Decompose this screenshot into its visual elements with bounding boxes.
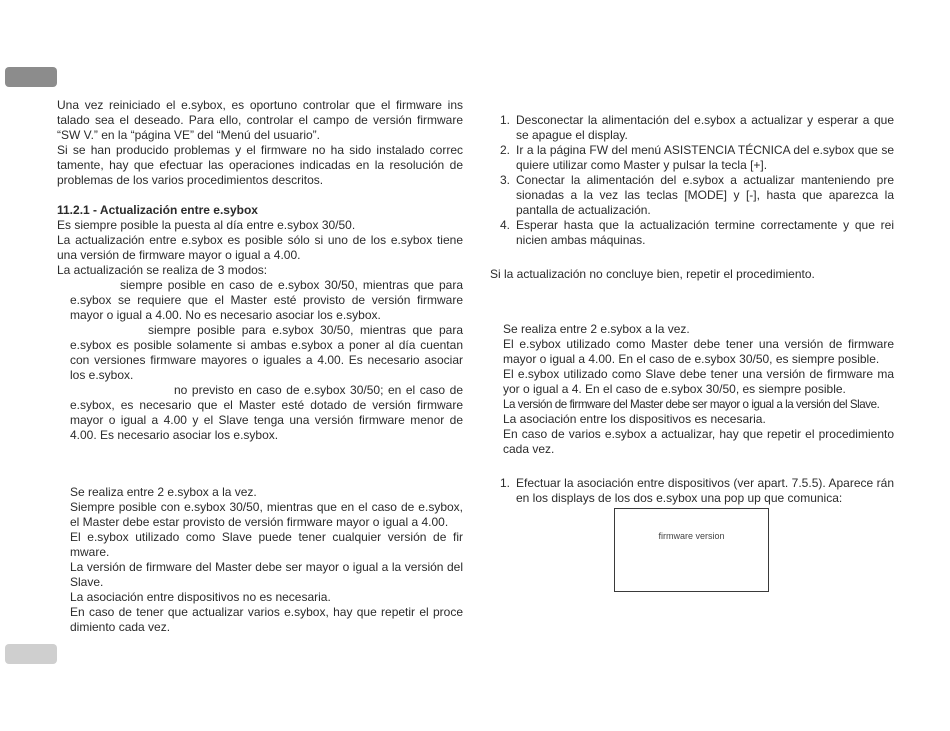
paragraph: Es siempre posible la puesta al día entre e.sybox 30/50.	[57, 218, 356, 232]
paragraph: El e.sybox utilizado como Master debe tener una versión de firmware mayor o igual a 4.00. En el caso de e.sybox 30/50, es siempre posible.	[503, 337, 894, 366]
firmware-popup-display	[614, 508, 769, 592]
mode-item-3	[57, 383, 463, 443]
mode-item-text: siempre posible en caso de e.sybox 30/50, mientras que para e.sybox se requiere que el Master esté provisto de versión firmware mayor o igual a 4.00. No es necesario asociar los e.sybox.	[70, 278, 463, 322]
list-item: 3. Conectar la alimentación del e.sybox a actualizar manteniendo pre sionadas a la vez las teclas [MODE] y [-], hasta que aparezca la pantalla de actualización.	[500, 173, 894, 217]
paragraph: El e.sybox utilizado como Slave debe tener una versión de firmware ma yor o igual a 4. En el caso de e.sybox 30/50, es siempre posible.	[503, 367, 894, 396]
paragraph: El e.sybox utilizado como Slave puede tener cualquier versión de fir mware.	[70, 530, 463, 559]
page-tab-marker	[5, 644, 57, 664]
list-item: 4. Esperar hasta que la actualización termine correctamente y que rei nicien ambas máquinas.	[500, 218, 894, 247]
mode-item-text: siempre posible para e.sybox 30/50, mientras que para e.sybox es posible solamente si ambas e.sybox a poner al día cuentan con versiones firmware mayores o iguales a 4.00. Es necesario asociar los e.sybox.	[70, 323, 463, 382]
association-steps	[490, 476, 894, 506]
steps-list	[490, 113, 894, 248]
paragraph: La asociación entre dispositivos no es necesaria.	[70, 590, 331, 604]
paragraph: La versión de firmware del Master debe ser mayor o igual a la versión del Slave.	[503, 398, 880, 411]
intro-paragraph-2: Si se han producido problemas y el firmware no ha sido instalado correc tamente, hay que efectuar las operaciones indicadas en la resolución de problemas de los varios procedimientos descritos.	[57, 143, 463, 187]
retry-note: Si la actualización no concluye bien, repetir el procedimiento.	[490, 267, 815, 281]
list-item: 1. Desconectar la alimentación del e.sybox a actualizar y esperar a que se apague el display.	[500, 113, 894, 142]
paragraph: Siempre posible con e.sybox 30/50, mientras que en el caso de e.sybox, el Master debe estar provisto de versión firmware mayor o igual a 4.00.	[70, 500, 463, 529]
paragraph: La versión de firmware del Master debe ser mayor o igual a la versión del Slave.	[70, 560, 463, 589]
list-item: 2. Ir a la página FW del menú ASISTENCIA TÉCNICA del e.sybox que se quiere utilizar como Master y pulsar la tecla [+].	[500, 143, 894, 172]
list-item: 1. Efectuar la asociación entre dispositivos (ver apart. 7.5.5). Aparece rán en los displays de los dos e.sybox una pop up que comunica:	[500, 476, 894, 505]
paragraph: En caso de varios e.sybox a actualizar, hay que repetir el procedimiento cada vez.	[503, 427, 894, 456]
paragraph: La asociación entre los dispositivos es necesaria.	[503, 412, 766, 426]
paragraph: En caso de tener que actualizar varios e.sybox, hay que repetir el proce dimiento cada vez.	[70, 605, 463, 634]
mode-item-1	[57, 278, 463, 323]
mode-item-2	[57, 323, 463, 383]
popup-label: firmware version	[658, 531, 725, 541]
mode-item-text: no previsto en caso de e.sybox 30/50; en el caso de e.sybox, es necesario que el Master esté dotado de versión firmware mayor o igual a 4.00 y el Slave tenga una versión firmware menor de 4.00. Es necesario asociar los e.sybox.	[70, 383, 463, 442]
section-tab-marker	[5, 67, 57, 87]
paragraph: Se realiza entre 2 e.sybox a la vez.	[503, 322, 690, 336]
paragraph: La actualización entre e.sybox es posible sólo si uno de los e.sybox tiene una versión de firmware mayor o igual a 4.00.	[57, 233, 463, 262]
section-heading: 11.2.1 - Actualización entre e.sybox	[57, 203, 258, 217]
paragraph: La actualización se realiza de 3 modos:	[57, 263, 268, 277]
paragraph: Se realiza entre 2 e.sybox a la vez.	[70, 485, 257, 499]
intro-paragraph: Una vez reiniciado el e.sybox, es oportuno controlar que el firmware ins talado sea el deseado. Para ello, controlar el campo de versión firmware “SW V.” en la “página VE” del “Menú del usuario”.	[57, 98, 463, 142]
left-column	[57, 98, 463, 635]
right-column	[490, 113, 894, 506]
